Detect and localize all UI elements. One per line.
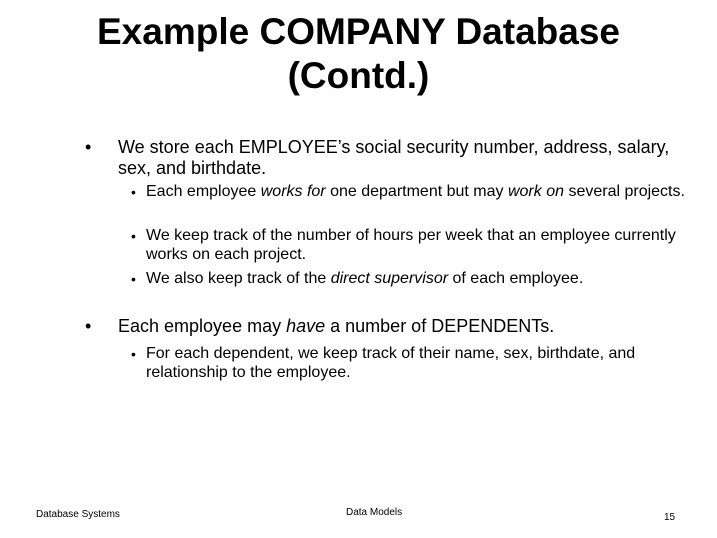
slide-title <box>0 10 717 98</box>
bullet-marker: • <box>85 137 92 157</box>
bullet-dependents: Each employee may have a number of DEPENDENTs. <box>118 316 555 336</box>
bullet-employee-attributes: We store each EMPLOYEE’s social security number, address, salary, sex, and birthdate. <box>118 137 670 178</box>
sub-bullet-dependent-info: For each dependent, we keep track of their name, sex, birthdate, and relationship to the employee. <box>146 345 636 381</box>
slide-title-line-2: (Contd.) <box>287 55 430 96</box>
footer-section-name: Data Models <box>346 507 403 518</box>
sub-bullet-hours-per-week: We keep track of the number of hours per week that an employee currently works on each project. <box>146 227 676 263</box>
sub-bullet-marker: • <box>131 184 136 200</box>
sub-bullet-direct-supervisor: We also keep track of the direct supervisor of each employee. <box>146 270 584 287</box>
sub-bullet-works-for: Each employee works for one department but may work on several projects. <box>146 183 685 200</box>
footer-course-name: Database Systems <box>36 509 120 520</box>
sub-bullet-marker: • <box>131 271 136 287</box>
bullet-marker: • <box>85 316 92 336</box>
sub-bullet-marker: • <box>131 228 136 244</box>
slide-title-line-1: Example COMPANY Database <box>97 11 620 52</box>
footer-page-number: 15 <box>664 512 676 523</box>
sub-bullet-marker: • <box>131 346 136 362</box>
